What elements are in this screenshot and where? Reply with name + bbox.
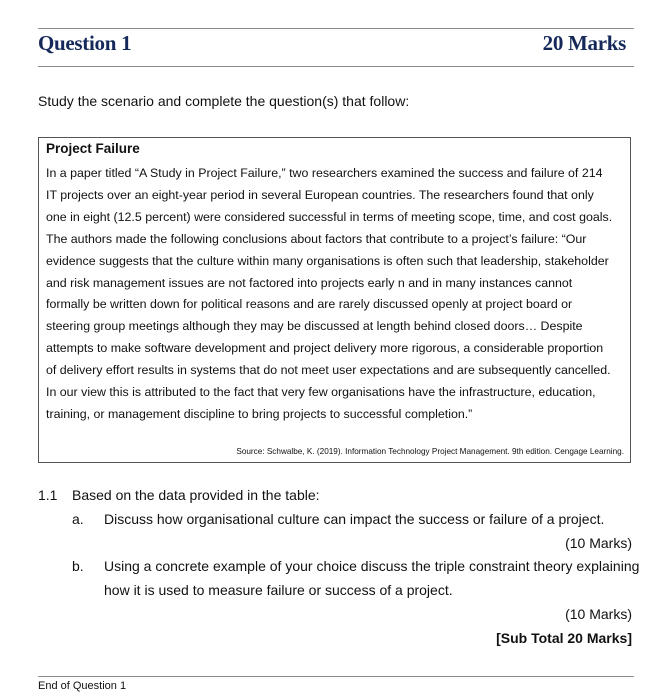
- scenario-line: The authors made the following conclusions about factors that contribute to a project’s failure: “Our: [46, 231, 587, 246]
- scenario-source: Source: Schwalbe, K. (2019). Information Technology Project Management. 9th edition. Cengage Learning.: [236, 447, 624, 456]
- scenario-line: training, or management discipline to bring projects to successful completion.”: [46, 406, 473, 421]
- scenario-box: [38, 137, 631, 463]
- footer-text: End of Question 1: [38, 680, 127, 692]
- scenario-line: IT projects over an eight-year period in several European countries. The researchers found that only: [46, 187, 594, 202]
- question-marks: 20 Marks: [542, 31, 626, 55]
- instruction-text: Study the scenario and complete the question(s) that follow:: [38, 93, 410, 109]
- header-bottom-divider: [38, 66, 634, 67]
- scenario-line: of delivery effort results in systems that do not meet user expectations and are subsequently cancelled.: [46, 363, 611, 378]
- scenario-line: In a paper titled “A Study in Project Failure,” two researchers examined the success and failure of 214: [46, 166, 603, 180]
- question-title: Question 1: [38, 31, 132, 55]
- scenario-body: [46, 163, 624, 426]
- header-top-divider: [38, 28, 634, 29]
- scenario-line: formally be written down for political reasons and are rarely discussed openly at project board or: [46, 297, 573, 312]
- sub-question-a-label: a.: [72, 511, 84, 527]
- scenario-title: Project Failure: [46, 141, 140, 156]
- scenario-line: attempts to make software development and project delivery more rigorous, a considerable proportion: [46, 341, 604, 356]
- scenario-line: evidence suggests that the culture within many organisations is often such that leadership, stakeholder: [46, 253, 609, 268]
- scenario-line: steering group meetings although they may be discussed at length behind closed doors… Despite: [46, 319, 583, 334]
- sub-question-b-label: b.: [72, 558, 84, 574]
- question-prompt: Based on the data provided in the table:: [72, 487, 320, 503]
- question-number: 1.1: [38, 487, 58, 503]
- sub-question-a-text: Discuss how organisational culture can impact the success or failure of a project.: [104, 511, 605, 527]
- sub-question-b-text-line2: how it is used to measure failure or success of a project.: [104, 582, 453, 598]
- sub-question-b-marks: (10 Marks): [565, 606, 632, 622]
- sub-question-b-text-line1: Using a concrete example of your choice discuss the triple constraint theory explaining: [104, 558, 640, 574]
- sub-question-a-marks: (10 Marks): [565, 535, 632, 551]
- scenario-line: In our view this is attributed to the fact that very few organisations have the infrastructure, education,: [46, 385, 596, 400]
- subtotal-marks: [Sub Total 20 Marks]: [496, 630, 632, 646]
- footer-divider: [38, 676, 634, 677]
- scenario-line: and risk management issues are not factored into projects early n and in many instances cannot: [46, 275, 573, 290]
- scenario-line: one in eight (12.5 percent) were considered successful in terms of meeting scope, time, and cost goals.: [46, 209, 613, 224]
